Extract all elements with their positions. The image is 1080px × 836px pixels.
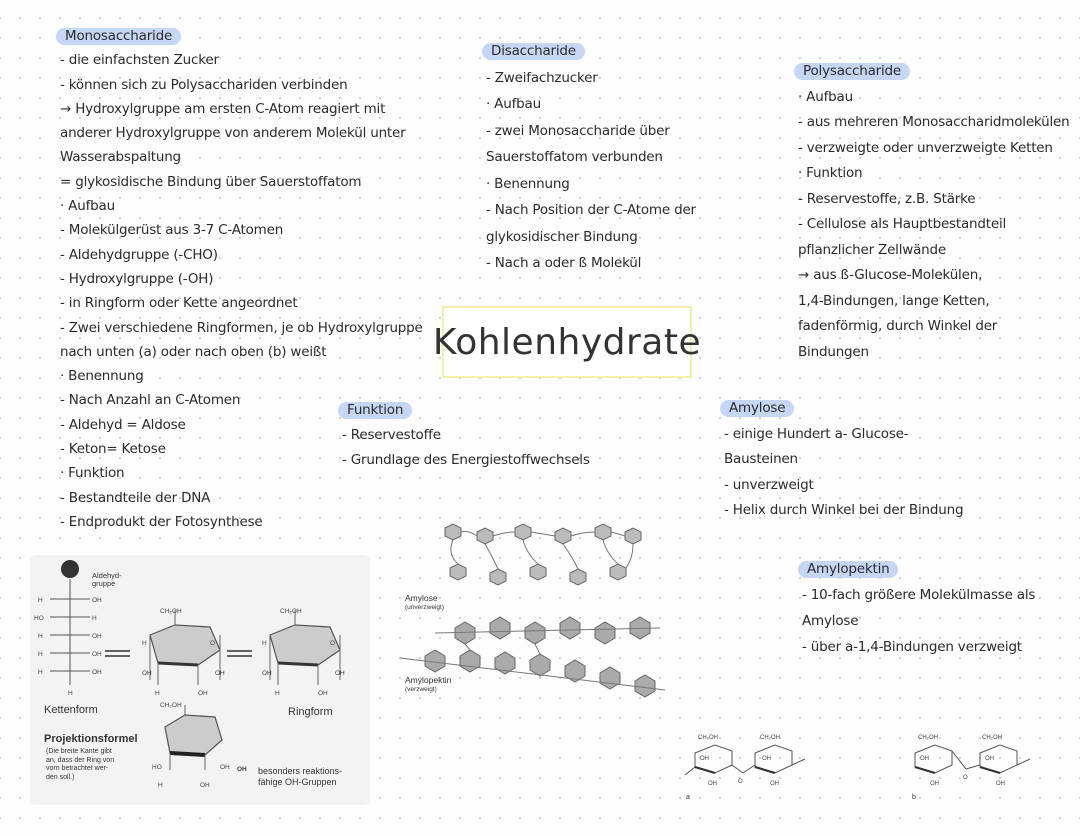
amylopektin-figure-sub: (verzweigt)	[405, 686, 437, 693]
amylose-figure-sub: (unverzweigt)	[405, 604, 445, 611]
svg-text:OH: OH	[762, 756, 771, 762]
monosaccharide-line: = glykosidische Bindung über Sauerstoffatom	[60, 173, 362, 190]
monosaccharide-line: · Funktion	[60, 465, 125, 482]
polysaccharide-line: Bindungen	[798, 343, 869, 360]
svg-text:H: H	[262, 640, 267, 647]
svg-text:OH: OH	[237, 766, 247, 773]
svg-text:CH₂OH: CH₂OH	[982, 735, 1002, 741]
svg-text:O: O	[963, 775, 968, 781]
monosaccharide-line: · Aufbau	[60, 198, 115, 215]
funktion-line: - Grundlage des Energiestoffwechsels	[342, 452, 590, 468]
funktion-line: - Reservestoffe	[342, 427, 441, 443]
polysaccharide-line: - Reservestoffe, z.B. Stärke	[798, 190, 976, 207]
svg-text:CH₂OH: CH₂OH	[280, 608, 302, 615]
svg-text:CH₂OH: CH₂OH	[160, 608, 182, 615]
disaccharide-label-b: b	[912, 794, 916, 801]
amylose-lines	[724, 422, 963, 524]
svg-text:OH: OH	[996, 781, 1005, 787]
svg-text:H: H	[38, 651, 43, 658]
svg-text:OH: OH	[985, 756, 994, 762]
svg-text:OH: OH	[930, 781, 939, 787]
amylopektin-lines	[802, 582, 1035, 660]
disaccharide-diagram	[680, 725, 1040, 805]
amylopektin-figure-label: Amylopektin	[405, 675, 452, 685]
svg-text:OH: OH	[215, 670, 225, 677]
svg-text:H: H	[38, 597, 43, 604]
amylose-line: Bausteinen	[724, 451, 798, 467]
svg-text:H: H	[142, 640, 147, 647]
svg-text:OH: OH	[318, 690, 328, 697]
disaccharide-line: · Benennung	[486, 175, 570, 192]
disaccharide-label-a: a	[686, 794, 690, 801]
funktion-heading: Funktion	[338, 402, 412, 419]
projektion-title: Projektionsformel	[44, 733, 138, 745]
title-box	[432, 306, 702, 378]
oh-note: besonders reaktions- fähige OH-Gruppen	[258, 766, 343, 787]
kettenform-label: Kettenform	[44, 704, 98, 716]
svg-text:HO: HO	[34, 615, 44, 622]
svg-text:OH: OH	[142, 670, 152, 677]
amylose-figure-label: Amylose	[405, 593, 438, 603]
glucose-structure-figure	[30, 555, 370, 805]
svg-text:H: H	[158, 782, 163, 789]
disaccharide-line: glykosidischer Bindung	[486, 228, 638, 245]
svg-text:OH: OH	[335, 670, 345, 677]
monosaccharide-line: - Nach Anzahl an C-Atomen	[60, 392, 241, 409]
svg-text:OH: OH	[92, 597, 102, 604]
disaccharide-line: - zwei Monosaccharide über	[486, 122, 670, 139]
polysaccharide-line: · Funktion	[798, 165, 863, 181]
svg-text:O: O	[210, 640, 216, 647]
polysaccharide-line: fadenförmig, durch Winkel der	[798, 318, 998, 334]
disaccharide-line: - Nach a oder ß Molekül	[486, 255, 642, 271]
funktion-section	[342, 398, 590, 473]
svg-text:OH: OH	[92, 633, 102, 640]
svg-text:H: H	[275, 690, 280, 697]
monosaccharide-line: - Aldehydgruppe (-CHO)	[60, 246, 218, 263]
polysaccharide-section	[798, 59, 1070, 365]
svg-text:H: H	[38, 669, 43, 676]
monosaccharide-line: - in Ringform oder Kette angeordnet	[60, 295, 298, 312]
monosaccharide-line: · Benennung	[60, 368, 144, 385]
amylose-section	[724, 396, 963, 524]
monosaccharide-line: - Molekülgerüst aus 3-7 C-Atomen	[60, 222, 284, 239]
aldehyd-label: Aldehyd- gruppe	[92, 571, 122, 588]
monosaccharide-heading: Monosaccharide	[56, 28, 181, 45]
monosaccharide-line: nach unten (a) oder nach oben (b) weißt	[60, 343, 327, 360]
amylose-line: - unverzweigt	[724, 476, 814, 493]
amylopektin-line: - 10-fach größere Molekülmasse als	[802, 587, 1036, 603]
amylose-heading: Amylose	[720, 400, 794, 417]
polysaccharide-line: - Cellulose als Hauptbestandteil	[798, 216, 1007, 232]
polysaccharide-lines	[798, 85, 1070, 366]
ringform-label: Ringform	[288, 706, 333, 718]
monosaccharide-line: Wasserabspaltung	[60, 149, 181, 166]
svg-text:OH: OH	[708, 781, 717, 787]
svg-text:O: O	[738, 779, 743, 785]
svg-text:OH: OH	[92, 651, 102, 658]
page-title: Kohlenhydrate	[432, 321, 702, 363]
projektion-note: (Die breite Kante gibt an, dass der Ring von vorn betrachtet wer- den soll.)	[46, 748, 115, 781]
svg-text:OH: OH	[92, 669, 102, 676]
monosaccharide-line: - Zwei verschiedene Ringformen, je ob Hydroxylgruppe	[60, 319, 423, 336]
amylose-line: - Helix durch Winkel bei der Bindung	[724, 502, 964, 518]
svg-text:OH: OH	[770, 781, 779, 787]
disaccharide-line: - Zweifachzucker	[486, 69, 598, 86]
polysaccharide-line: · Aufbau	[798, 88, 853, 105]
starch-diagram	[395, 518, 680, 718]
polysaccharide-line: - aus mehreren Monosaccharidmolekülen	[798, 114, 1070, 130]
svg-text:OH: OH	[220, 764, 230, 771]
polysaccharide-line: pflanzlicher Zellwände	[798, 241, 947, 258]
starch-figure	[395, 518, 680, 718]
svg-text:H: H	[92, 615, 97, 622]
svg-text:HO: HO	[152, 764, 162, 771]
svg-text:CH₂OH: CH₂OH	[698, 735, 718, 741]
amylose-line: - einige Hundert a- Glucose-	[724, 425, 909, 442]
monosaccharide-line: - Keton= Ketose	[60, 441, 166, 458]
svg-text:OH: OH	[700, 756, 709, 762]
svg-text:H: H	[155, 690, 160, 697]
disaccharide-lines	[486, 65, 696, 277]
disaccharide-structures-figure	[680, 725, 1040, 805]
monosaccharide-line: - Bestandteile der DNA	[60, 489, 211, 506]
monosaccharide-line: - Endprodukt der Fotosynthese	[60, 513, 263, 530]
monosaccharide-line: - die einfachsten Zucker	[60, 52, 219, 69]
amylopektin-section	[802, 556, 1035, 660]
monosaccharide-line: anderer Hydroxylgruppe von anderem Molekül unter	[60, 125, 406, 142]
monosaccharide-line: - Aldehyd = Aldose	[60, 416, 186, 433]
svg-text:OH: OH	[200, 782, 210, 789]
svg-text:H: H	[38, 633, 43, 640]
svg-text:H: H	[68, 690, 73, 697]
polysaccharide-line: 1,4-Bindungen, lange Ketten,	[798, 292, 990, 309]
amylopektin-line: - über a-1,4-Bindungen verzweigt	[802, 639, 1022, 655]
amylopektin-line: Amylose	[802, 613, 859, 629]
svg-text:CH₂OH: CH₂OH	[918, 735, 938, 741]
disaccharide-line: · Aufbau	[486, 96, 541, 112]
disaccharide-line: Sauerstoffatom verbunden	[486, 149, 663, 165]
funktion-lines	[342, 423, 590, 473]
svg-text:OH: OH	[920, 756, 929, 762]
disaccharide-section	[486, 38, 696, 277]
monosaccharide-line: → Hydroxylgruppe am ersten C-Atom reagiert mit	[60, 100, 386, 117]
amylopektin-heading: Amylopektin	[798, 561, 898, 578]
svg-text:O: O	[330, 640, 336, 647]
monosaccharide-line: - können sich zu Polysacchariden verbinden	[60, 76, 348, 93]
monosaccharide-line: - Hydroxylgruppe (-OH)	[60, 270, 214, 287]
svg-text:OH: OH	[262, 670, 272, 677]
svg-text:OH: OH	[198, 690, 208, 697]
disaccharide-line: - Nach Position der C-Atome der	[486, 202, 696, 218]
polysaccharide-heading: Polysaccharide	[794, 63, 910, 80]
polysaccharide-line: - verzweigte oder unverzweigte Ketten	[798, 139, 1053, 156]
svg-text:CH₂OH: CH₂OH	[160, 702, 182, 709]
svg-text:CH₂OH: CH₂OH	[760, 735, 780, 741]
disaccharide-heading: Disaccharide	[482, 43, 585, 60]
polysaccharide-line: → aus ß-Glucose-Molekülen,	[798, 267, 983, 283]
